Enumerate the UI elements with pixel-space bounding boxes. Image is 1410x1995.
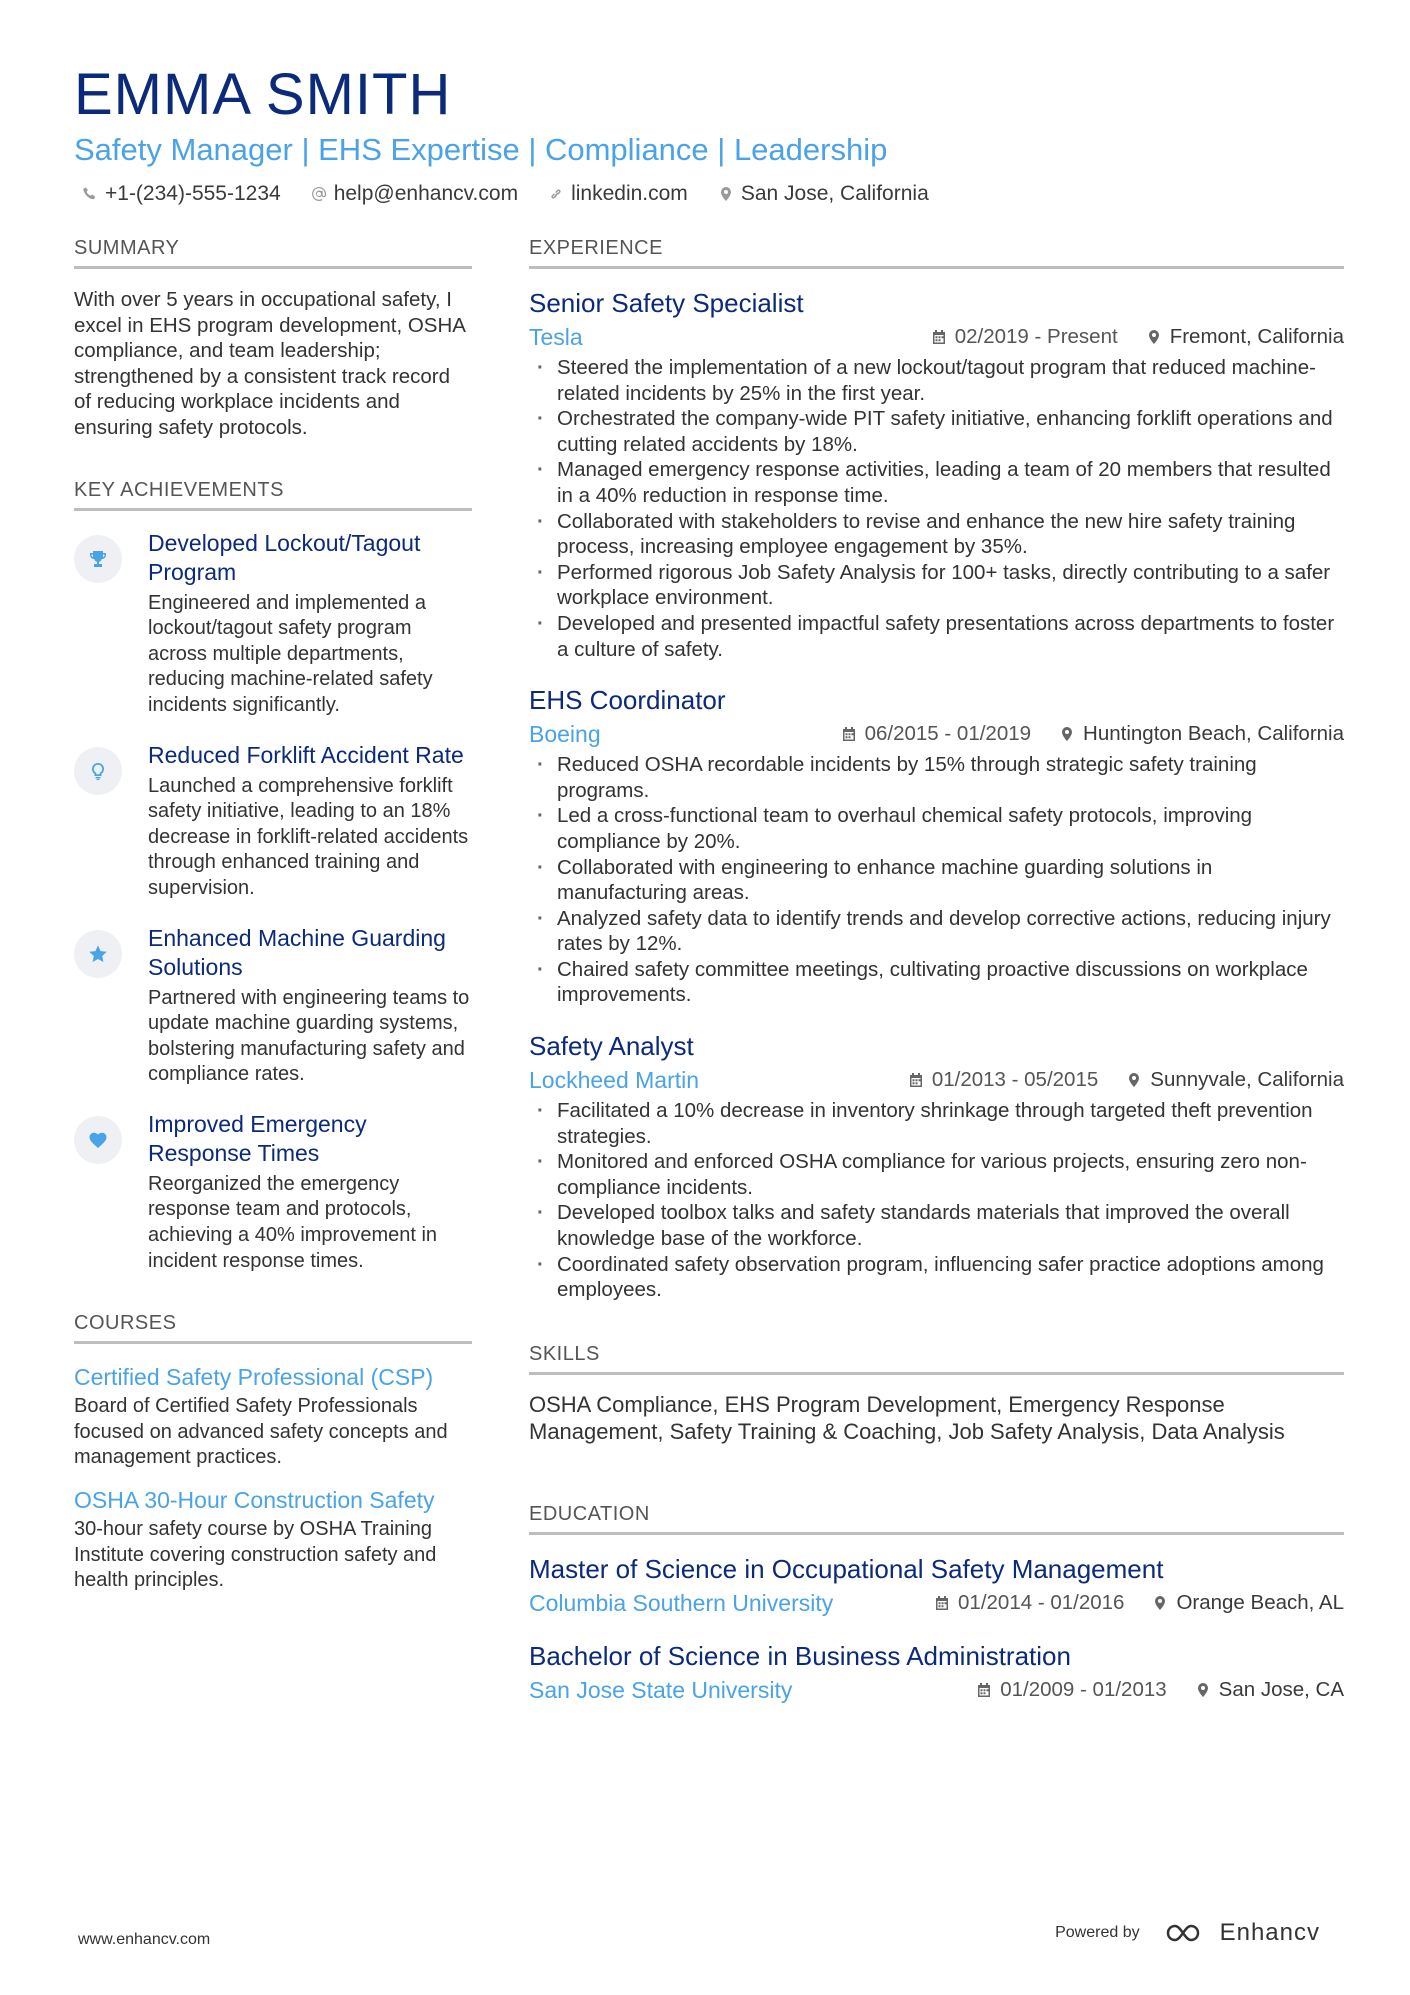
achievement-item (74, 529, 472, 719)
location-pin-icon (1152, 1595, 1168, 1611)
email-text: help@enhancv.com (333, 182, 519, 205)
calendar-icon (841, 726, 857, 742)
company-name: Lockheed Martin (529, 1067, 700, 1094)
left-column (74, 237, 472, 1608)
achievement-item (74, 1110, 472, 1274)
job-location: Huntington Beach, California (1059, 722, 1344, 746)
footer-branding (1055, 1919, 1320, 1947)
resume-header (74, 62, 1344, 206)
achievement-item (74, 924, 472, 1088)
achievement-icon-badge (74, 747, 122, 795)
achievement-icon-badge (74, 1116, 122, 1164)
phone-icon (82, 186, 98, 202)
achievement-item (74, 741, 472, 902)
education-location: San Jose, CA (1195, 1678, 1344, 1702)
achievement-desc: Reorganized the emergency response team and protocols, achieving a 40% improvement in incident response times. (148, 1172, 438, 1272)
bullet-item: · Developed and presented impactful safety presentations across departments to foster a culture of safety. (529, 611, 1344, 662)
location-pin-icon (1059, 726, 1075, 742)
bullet-item: · Monitored and enforced OSHA compliance for various projects, ensuring zero non-compliance incidents. (529, 1149, 1344, 1200)
link-icon (548, 186, 564, 202)
company-name: Tesla (529, 324, 583, 350)
bullet-item: · Managed emergency response activities, leading a team of 20 members that resulted in a 40% reduction in response time. (529, 457, 1344, 508)
job-title: EHS Coordinator (529, 685, 726, 716)
bullet-item: · Coordinated safety observation program, influencing safer practice adoptions among employees. (529, 1252, 1344, 1303)
bullet-item: · Facilitated a 10% decrease in inventory shrinkage through targeted theft prevention strategies. (529, 1098, 1344, 1149)
course-title: Certified Safety Professional (CSP) (74, 1364, 434, 1391)
contact-location (718, 182, 929, 206)
bullet-item: · Reduced OSHA recordable incidents by 15% through strategic safety training programs. (529, 752, 1344, 803)
contact-email[interactable] (311, 182, 518, 206)
degree-title: Master of Science in Occupational Safety Management (529, 1553, 1164, 1584)
course-desc: 30-hour safety course by OSHA Training Institute covering construction safety and health principles. (74, 1518, 437, 1592)
job-entry (529, 287, 1344, 662)
bullet-item: · Orchestrated the company-wide PIT safety initiative, enhancing forklift operations and cutting related accidents by 18%. (529, 406, 1344, 457)
location-pin-icon (1146, 329, 1162, 345)
phone-text: +1-(234)-555-1234 (105, 182, 281, 205)
company-name: Boeing (529, 721, 601, 748)
star-icon (88, 944, 108, 964)
achievement-desc: Launched a comprehensive forklift safety initiative, leading to an 18% decrease in forklift-related accidents through enhanced training and supervision. (148, 774, 469, 899)
calendar-icon (934, 1595, 950, 1611)
job-dates: 01/2013 - 05/2015 (908, 1068, 1098, 1092)
job-bullets (529, 752, 1344, 1008)
bullet-item: · Analyzed safety data to identify trends and develop corrective actions, reducing injury rates by 12%. (529, 906, 1344, 957)
job-location: Sunnyvale, California (1126, 1068, 1344, 1092)
job-bullets (529, 355, 1344, 662)
brand-logo[interactable] (1164, 1919, 1320, 1947)
job-title: Safety Analyst (529, 1031, 694, 1062)
education-entry (529, 1553, 1344, 1618)
calendar-icon (931, 329, 947, 345)
education-location: Orange Beach, AL (1152, 1591, 1344, 1615)
experience-heading: EXPERIENCE (529, 237, 1344, 269)
achievement-title: Reduced Forklift Accident Rate (148, 741, 464, 768)
right-column (529, 237, 1344, 1727)
contact-phone[interactable] (82, 182, 281, 206)
achievement-title: Developed Lockout/Tagout Program (148, 529, 421, 585)
job-dates: 06/2015 - 01/2019 (841, 722, 1031, 746)
candidate-name: EMMA SMITH (74, 62, 452, 127)
bullet-item: · Chaired safety committee meetings, cultivating proactive discussions on workplace improvements. (529, 957, 1344, 1008)
linkedin-text: linkedin.com (571, 182, 688, 205)
course-title: OSHA 30-Hour Construction Safety (74, 1487, 435, 1514)
achievements-heading: KEY ACHIEVEMENTS (74, 479, 472, 511)
job-entry (529, 684, 1344, 1008)
bullet-item: · Led a cross-functional team to overhaul chemical safety protocols, improving compliance by 20%. (529, 803, 1344, 854)
summary-heading: SUMMARY (74, 237, 472, 269)
course-desc: Board of Certified Safety Professionals focused on advanced safety concepts and management practices. (74, 1395, 448, 1469)
trophy-icon (88, 549, 108, 569)
contact-linkedin[interactable] (548, 182, 688, 206)
at-icon (311, 186, 327, 202)
job-title: Senior Safety Specialist (529, 288, 804, 318)
bullet-item: · Steered the implementation of a new lockout/tagout program that reduced machine-related incidents by 25% in the first year. (529, 355, 1344, 406)
heart-icon (88, 1130, 108, 1150)
enhancv-logo-icon (1164, 1920, 1210, 1946)
skills-text: OSHA Compliance, EHS Program Development, Emergency Response Management, Safety Training & Coaching, Job Safety Analysis, Data Analysis (529, 1391, 1285, 1444)
lightbulb-icon (88, 761, 108, 781)
school-name: Columbia Southern University (529, 1589, 834, 1616)
location-text: San Jose, California (740, 182, 929, 205)
bullet-item: · Collaborated with engineering to enhance machine guarding solutions in manufacturing areas. (529, 855, 1344, 906)
job-entry (529, 1030, 1344, 1303)
achievement-icon-badge (74, 535, 122, 583)
location-pin-icon (1195, 1682, 1211, 1698)
job-bullets (529, 1098, 1344, 1303)
powered-by-text: Powered by (1055, 1924, 1140, 1941)
job-location: Fremont, California (1146, 325, 1344, 349)
brand-name: Enhancv (1219, 1919, 1320, 1946)
achievement-title: Improved Emergency Response Times (148, 1110, 367, 1166)
bullet-item: · Developed toolbox talks and safety standards materials that improved the overall knowledge base of the workforce. (529, 1200, 1344, 1251)
contact-bar (74, 182, 1344, 206)
bullet-item: · Performed rigorous Job Safety Analysis for 100+ tasks, directly contributing to a safer workplace environment. (529, 560, 1344, 611)
summary-text: With over 5 years in occupational safety, I excel in EHS program development, OSHA compliance, and team leadership; strengthened by a consistent track record of reducing workplace incidents and ensuring safety protocols. (74, 288, 465, 439)
courses-heading: COURSES (74, 1312, 472, 1344)
footer-website[interactable]: www.enhancv.com (78, 1931, 211, 1948)
education-dates: 01/2009 - 01/2013 (976, 1678, 1166, 1702)
achievement-desc: Partnered with engineering teams to update machine guarding systems, bolstering manufacturing safety and compliance rates. (148, 986, 470, 1086)
education-entry (529, 1640, 1344, 1705)
job-dates: 02/2019 - Present (931, 325, 1118, 349)
achievement-icon-badge (74, 930, 122, 978)
skills-heading: SKILLS (529, 1343, 1344, 1375)
course-item (74, 1362, 472, 1471)
school-name: San Jose State University (529, 1676, 793, 1703)
degree-title: Bachelor of Science in Business Administration (529, 1640, 1071, 1671)
location-pin-icon (718, 186, 734, 202)
calendar-icon (908, 1072, 924, 1088)
education-heading: EDUCATION (529, 1503, 1344, 1535)
candidate-headline: Safety Manager | EHS Expertise | Compliance | Leadership (74, 132, 888, 167)
achievement-desc: Engineered and implemented a lockout/tagout safety program across multiple departments, reducing machine-related safety incidents significantly. (148, 591, 433, 716)
calendar-icon (976, 1682, 992, 1698)
achievement-title: Enhanced Machine Guarding Solutions (148, 924, 446, 980)
education-dates: 01/2014 - 01/2016 (934, 1591, 1124, 1615)
location-pin-icon (1126, 1072, 1142, 1088)
course-item (74, 1485, 472, 1594)
bullet-item: · Collaborated with stakeholders to revise and enhance the new hire safety training process, increasing employee engagement by 35%. (529, 509, 1344, 560)
